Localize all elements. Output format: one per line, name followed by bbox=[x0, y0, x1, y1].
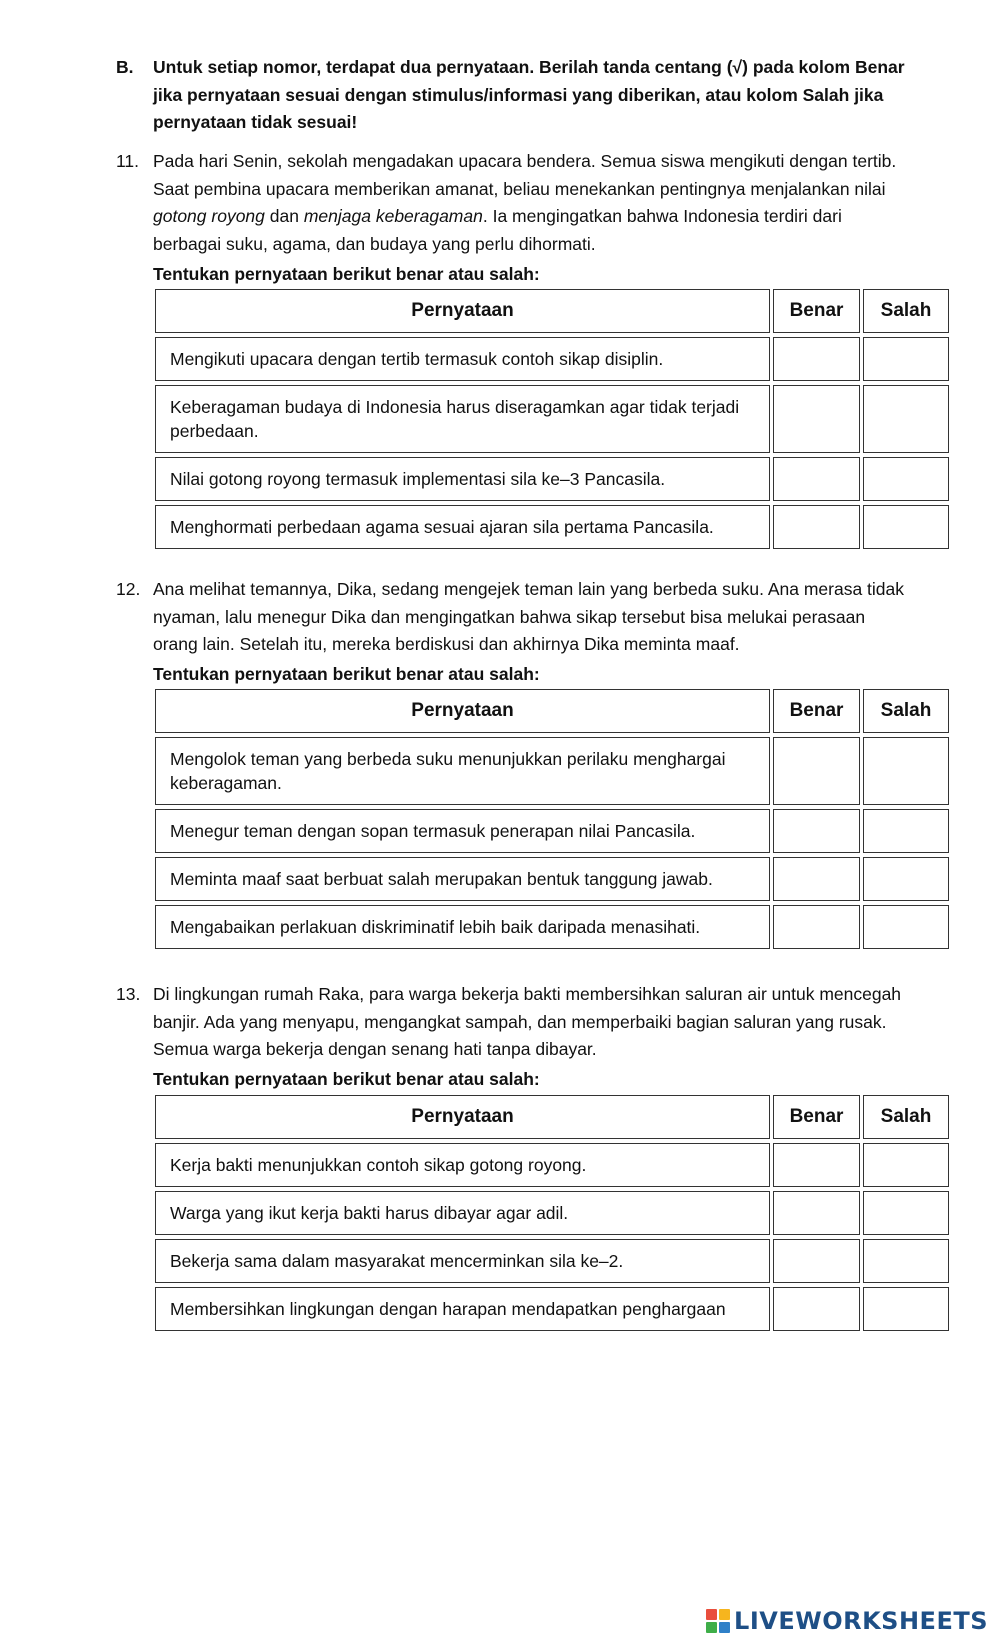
stimulus-line: Pada hari Senin, sekolah mengadakan upacara bendera. Semua siswa mengikuti dengan tertib. bbox=[153, 151, 897, 171]
stimulus-line: Di lingkungan rumah Raka, para warga bekerja bakti membersihkan saluran air untuk mencegah bbox=[153, 984, 902, 1004]
header-statement: Pernyataan bbox=[155, 689, 770, 733]
instruction-line: pernyataan tidak sesuai! bbox=[153, 112, 358, 132]
question-number: 13. bbox=[116, 984, 141, 1004]
true-checkbox[interactable] bbox=[773, 505, 860, 549]
stimulus-line: banjir. Ada yang menyapu, mengangkat sampah, dan memperbaiki bagian saluran yang rusak. bbox=[153, 1011, 887, 1032]
true-checkbox[interactable] bbox=[773, 385, 860, 453]
statement-text: Mengikuti upacara dengan tertib termasuk contoh sikap disiplin. bbox=[155, 337, 770, 381]
stimulus-line: nyaman, lalu menegur Dika dan mengingatkan bahwa sikap tersebut bisa melukai perasaan bbox=[153, 606, 866, 627]
instruction-line: jika pernyataan sesuai dengan stimulus/informasi yang diberikan, atau kolom Salah jika bbox=[153, 84, 884, 105]
instruction-line: Untuk setiap nomor, terdapat dua pernyataan. Berilah tanda centang (√) pada kolom Benar bbox=[153, 57, 905, 77]
statement-text: Keberagaman budaya di Indonesia harus diseragamkan agar tidak terjadi perbedaan. bbox=[155, 385, 770, 453]
question-prompt: Tentukan pernyataan berikut benar atau salah: bbox=[153, 1069, 540, 1089]
table-row bbox=[155, 1287, 949, 1331]
table-header-row bbox=[155, 689, 949, 733]
true-checkbox[interactable] bbox=[773, 857, 860, 901]
false-checkbox[interactable] bbox=[863, 857, 949, 901]
header-statement: Pernyataan bbox=[155, 1095, 770, 1139]
stimulus-line: Saat pembina upacara memberikan amanat, beliau menekankan pentingnya menjalankan nilai bbox=[153, 178, 886, 199]
table-row bbox=[155, 505, 949, 549]
liveworksheets-logo[interactable] bbox=[706, 1607, 988, 1635]
logo-block bbox=[719, 1609, 730, 1620]
stimulus-line: berbagai suku, agama, dan budaya yang perlu dihormati. bbox=[153, 233, 596, 254]
false-checkbox[interactable] bbox=[863, 809, 949, 853]
table-row bbox=[155, 905, 949, 949]
false-checkbox[interactable] bbox=[863, 385, 949, 453]
header-false: Salah bbox=[863, 689, 949, 733]
statement-text: Nilai gotong royong termasuk implementasi sila ke–3 Pancasila. bbox=[155, 457, 770, 501]
question-stimulus bbox=[153, 576, 953, 659]
stimulus-text: . Ia mengingatkan bahwa Indonesia terdiri dari bbox=[482, 206, 842, 226]
question-number: 11. bbox=[116, 151, 140, 171]
emphasis-text: gotong royong bbox=[153, 206, 265, 226]
true-checkbox[interactable] bbox=[773, 905, 860, 949]
table-header-row bbox=[155, 289, 949, 333]
false-checkbox[interactable] bbox=[863, 337, 949, 381]
header-true: Benar bbox=[773, 1095, 860, 1139]
false-checkbox[interactable] bbox=[863, 457, 949, 501]
question-stimulus bbox=[153, 981, 953, 1064]
statement-text: Meminta maaf saat berbuat salah merupakan bentuk tanggung jawab. bbox=[155, 857, 770, 901]
header-false: Salah bbox=[863, 289, 949, 333]
statement-text: Kerja bakti menunjukkan contoh sikap gotong royong. bbox=[155, 1143, 770, 1187]
false-checkbox[interactable] bbox=[863, 1287, 949, 1331]
false-checkbox[interactable] bbox=[863, 505, 949, 549]
question-number: 12. bbox=[116, 579, 141, 599]
table-header-row bbox=[155, 1095, 949, 1139]
section-instruction bbox=[153, 54, 953, 137]
logo-text: LIVEWORKSHEETS bbox=[734, 1607, 988, 1635]
true-checkbox[interactable] bbox=[773, 1287, 860, 1331]
table-row bbox=[155, 337, 949, 381]
logo-block bbox=[719, 1622, 730, 1633]
header-false: Salah bbox=[863, 1095, 949, 1139]
stimulus-text: dan bbox=[264, 206, 304, 226]
true-checkbox[interactable] bbox=[773, 1143, 860, 1187]
logo-blocks-icon bbox=[706, 1609, 730, 1633]
stimulus-line: orang lain. Setelah itu, mereka berdiskusi dan akhirnya Dika meminta maaf. bbox=[153, 634, 740, 654]
stimulus-line: Semua warga bekerja dengan senang hati tanpa dibayar. bbox=[153, 1039, 597, 1059]
true-checkbox[interactable] bbox=[773, 457, 860, 501]
table-row bbox=[155, 809, 949, 853]
question-stimulus bbox=[153, 148, 953, 258]
false-checkbox[interactable] bbox=[863, 737, 949, 805]
question-prompt: Tentukan pernyataan berikut benar atau salah: bbox=[153, 264, 540, 284]
table-row bbox=[155, 737, 949, 805]
table-row bbox=[155, 1239, 949, 1283]
false-checkbox[interactable] bbox=[863, 905, 949, 949]
true-checkbox[interactable] bbox=[773, 337, 860, 381]
logo-block bbox=[706, 1609, 717, 1620]
statement-text: Warga yang ikut kerja bakti harus dibayar agar adil. bbox=[155, 1191, 770, 1235]
header-statement: Pernyataan bbox=[155, 289, 770, 333]
statement-text: Bekerja sama dalam masyarakat mencerminkan sila ke–2. bbox=[155, 1239, 770, 1283]
false-checkbox[interactable] bbox=[863, 1239, 949, 1283]
false-checkbox[interactable] bbox=[863, 1191, 949, 1235]
table-row bbox=[155, 857, 949, 901]
stimulus-line: Ana melihat temannya, Dika, sedang mengejek teman lain yang berbeda suku. Ana merasa tidak bbox=[153, 579, 905, 599]
table-row bbox=[155, 385, 949, 453]
logo-block bbox=[706, 1622, 717, 1633]
statement-text: Menghormati perbedaan agama sesuai ajaran sila pertama Pancasila. bbox=[155, 505, 770, 549]
header-true: Benar bbox=[773, 689, 860, 733]
statement-text: Mengolok teman yang berbeda suku menunjukkan perilaku menghargai keberagaman. bbox=[155, 737, 770, 805]
section-letter: B. bbox=[116, 57, 134, 77]
header-true: Benar bbox=[773, 289, 860, 333]
table-row bbox=[155, 1143, 949, 1187]
table-row bbox=[155, 1191, 949, 1235]
statement-text: Mengabaikan perlakuan diskriminatif lebih baik daripada menasihati. bbox=[155, 905, 770, 949]
statement-text: Menegur teman dengan sopan termasuk penerapan nilai Pancasila. bbox=[155, 809, 770, 853]
true-checkbox[interactable] bbox=[773, 737, 860, 805]
emphasis-text: menjaga keberagaman bbox=[303, 206, 483, 226]
question-prompt: Tentukan pernyataan berikut benar atau salah: bbox=[153, 664, 540, 684]
true-checkbox[interactable] bbox=[773, 1239, 860, 1283]
statement-text: Membersihkan lingkungan dengan harapan mendapatkan penghargaan bbox=[155, 1287, 770, 1331]
stimulus-line bbox=[153, 203, 953, 231]
true-checkbox[interactable] bbox=[773, 1191, 860, 1235]
true-checkbox[interactable] bbox=[773, 809, 860, 853]
table-row bbox=[155, 457, 949, 501]
false-checkbox[interactable] bbox=[863, 1143, 949, 1187]
